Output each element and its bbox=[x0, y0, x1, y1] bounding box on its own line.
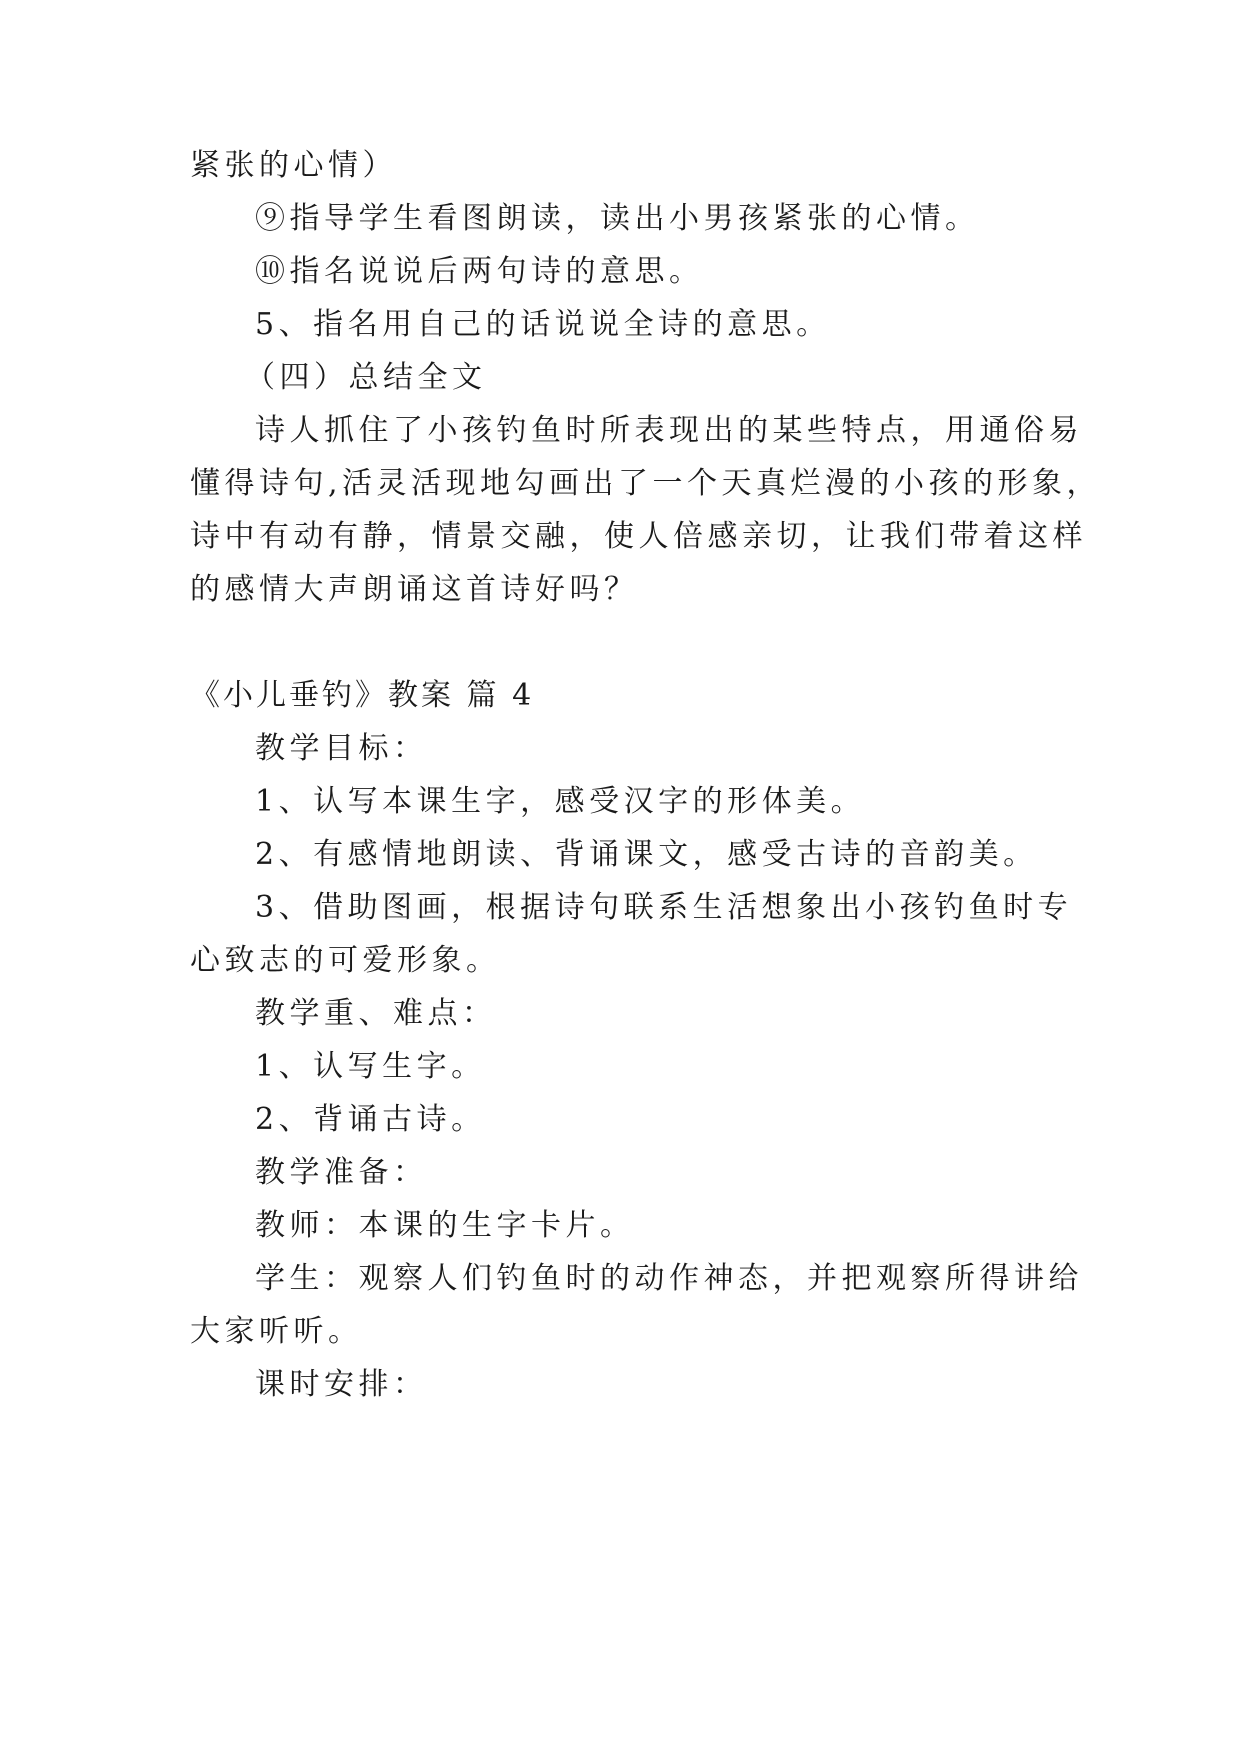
text-line-step-10: ⑩指名说说后两句诗的意思。 bbox=[255, 254, 704, 289]
section-heading-summary: （四）总结全文 bbox=[245, 360, 487, 395]
prep-student: 学生：观察人们钓鱼时的动作神态，并把观察所得讲给 bbox=[255, 1261, 1083, 1296]
goals-label: 教学目标： bbox=[255, 731, 428, 766]
goal-item-1: 1、认写本课生字，感受汉字的形体美。 bbox=[255, 784, 866, 819]
summary-paragraph-line-3: 诗中有动有静，情景交融，使人倍感亲切，让我们带着这样 bbox=[190, 519, 1087, 554]
schedule-label: 课时安排： bbox=[255, 1367, 428, 1402]
key-point-item-1: 1、认写生字。 bbox=[255, 1049, 486, 1084]
goal-item-3: 3、借助图画，根据诗句联系生活想象出小孩钓鱼时专 bbox=[255, 890, 1073, 925]
prep-label: 教学准备： bbox=[255, 1155, 428, 1190]
summary-paragraph-line-4: 的感情大声朗诵这首诗好吗？ bbox=[190, 572, 639, 607]
text-line-step-9: ⑨指导学生看图朗读，读出小男孩紧张的心情。 bbox=[255, 201, 980, 236]
summary-paragraph-line-1: 诗人抓住了小孩钓鱼时所表现出的某些特点，用通俗易 bbox=[255, 413, 1083, 448]
prep-teacher: 教师：本课的生字卡片。 bbox=[255, 1208, 635, 1243]
key-points-label: 教学重、难点： bbox=[255, 996, 497, 1031]
goal-item-2: 2、有感情地朗读、背诵课文，感受古诗的音韵美。 bbox=[255, 837, 1038, 872]
key-point-item-2: 2、背诵古诗。 bbox=[255, 1102, 486, 1137]
goal-item-3-continuation: 心致志的可爱形象。 bbox=[190, 943, 501, 978]
summary-paragraph-line-2: 懂得诗句,活灵活现地勾画出了一个天真烂漫的小孩的形象， bbox=[190, 466, 1102, 501]
prep-student-continuation: 大家听听。 bbox=[190, 1314, 363, 1349]
section-title: 《小儿垂钓》教案 篇 4 bbox=[190, 678, 535, 713]
text-line-step-5: 5、指名用自己的话说说全诗的意思。 bbox=[255, 307, 831, 342]
text-line-continuation: 紧张的心情） bbox=[190, 148, 397, 183]
